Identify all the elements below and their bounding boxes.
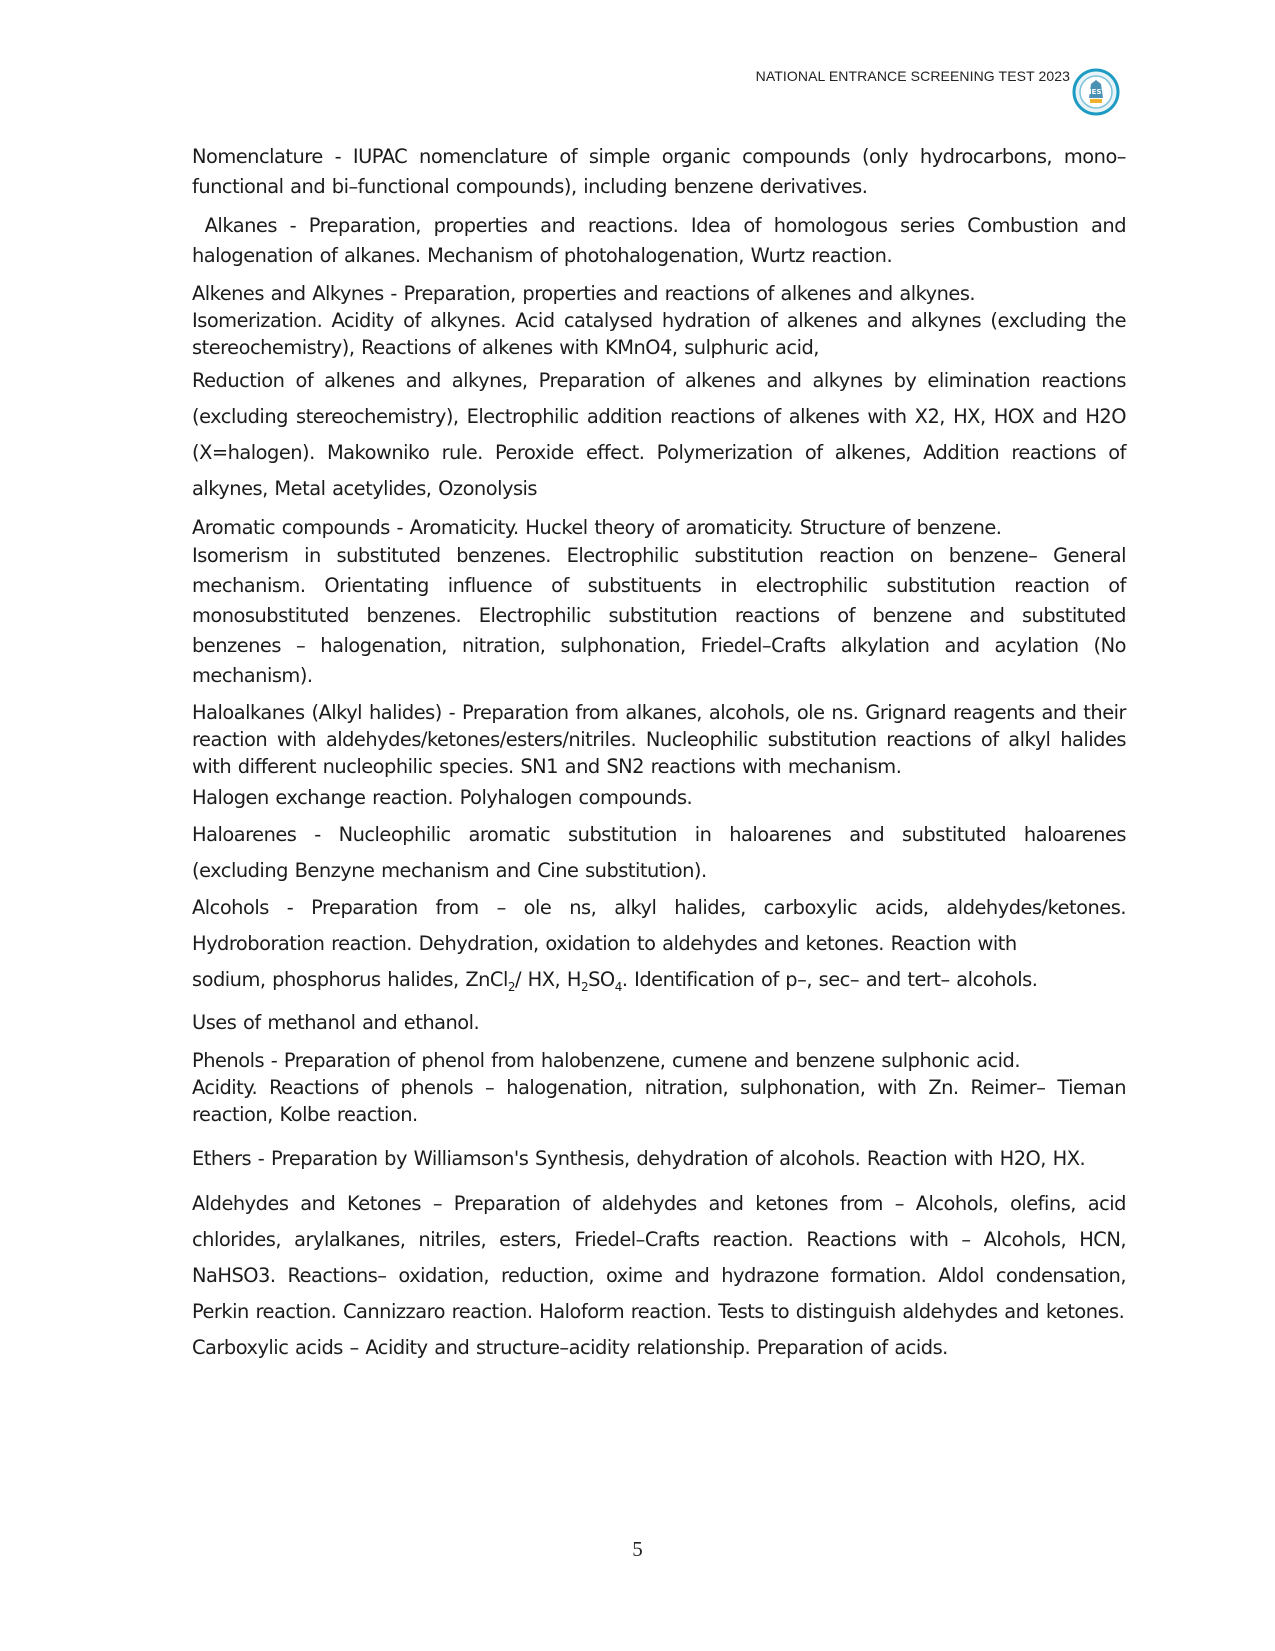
logo-text: NEST [1085, 88, 1107, 96]
alcohols-text-g: . Identification of p–, sec– and tert– alcohols. [621, 968, 1038, 991]
page-number: 5 [632, 1537, 643, 1561]
alcohols-text-a: sodium, phosphorus halides, ZnCl [192, 968, 508, 991]
paragraph-aromatic-compounds: Aromatic compounds - Aromaticity. Huckel theory of aromaticity. Structure of benzene. [192, 516, 1002, 539]
paragraph-ethers: Ethers - Preparation by Williamson's Synthesis, dehydration of alcohols. Reaction with H2O, HX. [192, 1146, 1086, 1170]
paragraph-alkanes: Alkanes - Preparation, properties and reactions. Idea of homologous series Combustion and halogenation of alkanes. Mechanism of photohalogenation, Wurtz reaction. [192, 214, 1133, 267]
syllabus-content [192, 142, 1133, 1366]
paragraph-alcohols-reagents [192, 962, 1126, 1005]
paragraph-phenols: Phenols - Preparation of phenol from halobenzene, cumene and benzene sulphonic acid. [192, 1048, 1021, 1072]
alcohols-sub-b: 2 [507, 979, 515, 994]
paragraph-halogen-exchange: Halogen exchange reaction. Polyhalogen compounds. [192, 786, 693, 809]
nest-logo-icon [1072, 68, 1120, 116]
paragraph-phenol-acidity: Acidity. Reactions of phenols – halogenation, nitration, sulphonation, with Zn. Reimer– Tieman reaction, Kolbe reaction. [192, 1075, 1126, 1126]
alcohols-text-e: SO [588, 968, 615, 991]
alcohols-sub-f: 4 [614, 979, 622, 994]
paragraph-alcohol-uses: Uses of methanol and ethanol. [192, 1010, 480, 1034]
header-title: NATIONAL ENTRANCE SCREENING TEST 2023 [755, 68, 1070, 84]
paragraph-alkenes-alkynes: Alkenes and Alkynes - Preparation, properties and reactions of alkenes and alkynes. [192, 282, 976, 305]
paragraph-isomerism-benzenes: Isomerism in substituted benzenes. Electrophilic substitution reaction on benzene– General mechanism. Orientating influence of substituents in electrophilic substitution reaction of monosubstituted benzenes. Electrophilic substitution reactions of benzene and substituted benzenes – halogenation, nitration, sulphonation, Friedel–Crafts alkylation and acylation (No mechanism). [192, 544, 1126, 687]
paragraph-nomenclature: Nomenclature - IUPAC nomenclature of simple organic compounds (only hydrocarbons, mono– functional and bi–functional compounds), including benzene derivatives. [192, 145, 1126, 198]
paragraph-aldehydes-ketones: Aldehydes and Ketones – Preparation of aldehydes and ketones from – Alcohols, olefins, acid chlorides, arylalkanes, nitriles, esters, Friedel–Crafts reaction. Reactions with – Alcohols, HCN, NaHSO3. Reactions– oxidation, reduction, oxime and hydrazone formation. Aldol condensation, Perkin reaction. Cannizzaro reaction. Haloform reaction. Tests to distinguish aldehydes and ketones. [192, 1191, 1126, 1323]
paragraph-isomerization: Isomerization. Acidity of alkynes. Acid catalysed hydration of alkenes and alkynes (excluding the stereochemistry), Reactions of alkenes with KMnO4, sulphuric acid, [192, 309, 1126, 359]
alcohols-sub-d: 2 [580, 979, 589, 994]
paragraph-haloarenes: Haloarenes - Nucleophilic aromatic substitution in haloarenes and substituted haloarenes (excluding Benzyne mechanism and Cine substitution). [192, 823, 1126, 882]
alcohols-text-c: / HX, H [514, 968, 581, 991]
paragraph-haloalkanes: Haloalkanes (Alkyl halides) - Preparation from alkanes, alcohols, ole ns. Grignard reagents and their reaction with aldehydes/ketones/esters/nitriles. Nucleophilic substitution reactions of alkyl halides with different nucleophilic species. SN1 and SN2 reactions with mechanism. [192, 701, 1126, 778]
paragraph-reduction-alkenes: Reduction of alkenes and alkynes, Preparation of alkenes and alkynes by elimination reactions (excluding stereochemistry), Electrophilic addition reactions of alkenes with X2, HX, HOX and H2O (X=halogen). Makowniko rule. Peroxide effect. Polymerization of alkenes, Addition reactions of alkynes, Metal acetylides, Ozonolysis [192, 369, 1126, 500]
paragraph-carboxylic-acids: Carboxylic acids – Acidity and structure–acidity relationship. Preparation of acids. [192, 1335, 948, 1359]
paragraph-alcohols: Alcohols - Preparation from – ole ns, alkyl halides, carboxylic acids, aldehydes/ketones. Hydroboration reaction. Dehydration, oxidation to aldehydes and ketones. Reaction with [192, 896, 1126, 955]
